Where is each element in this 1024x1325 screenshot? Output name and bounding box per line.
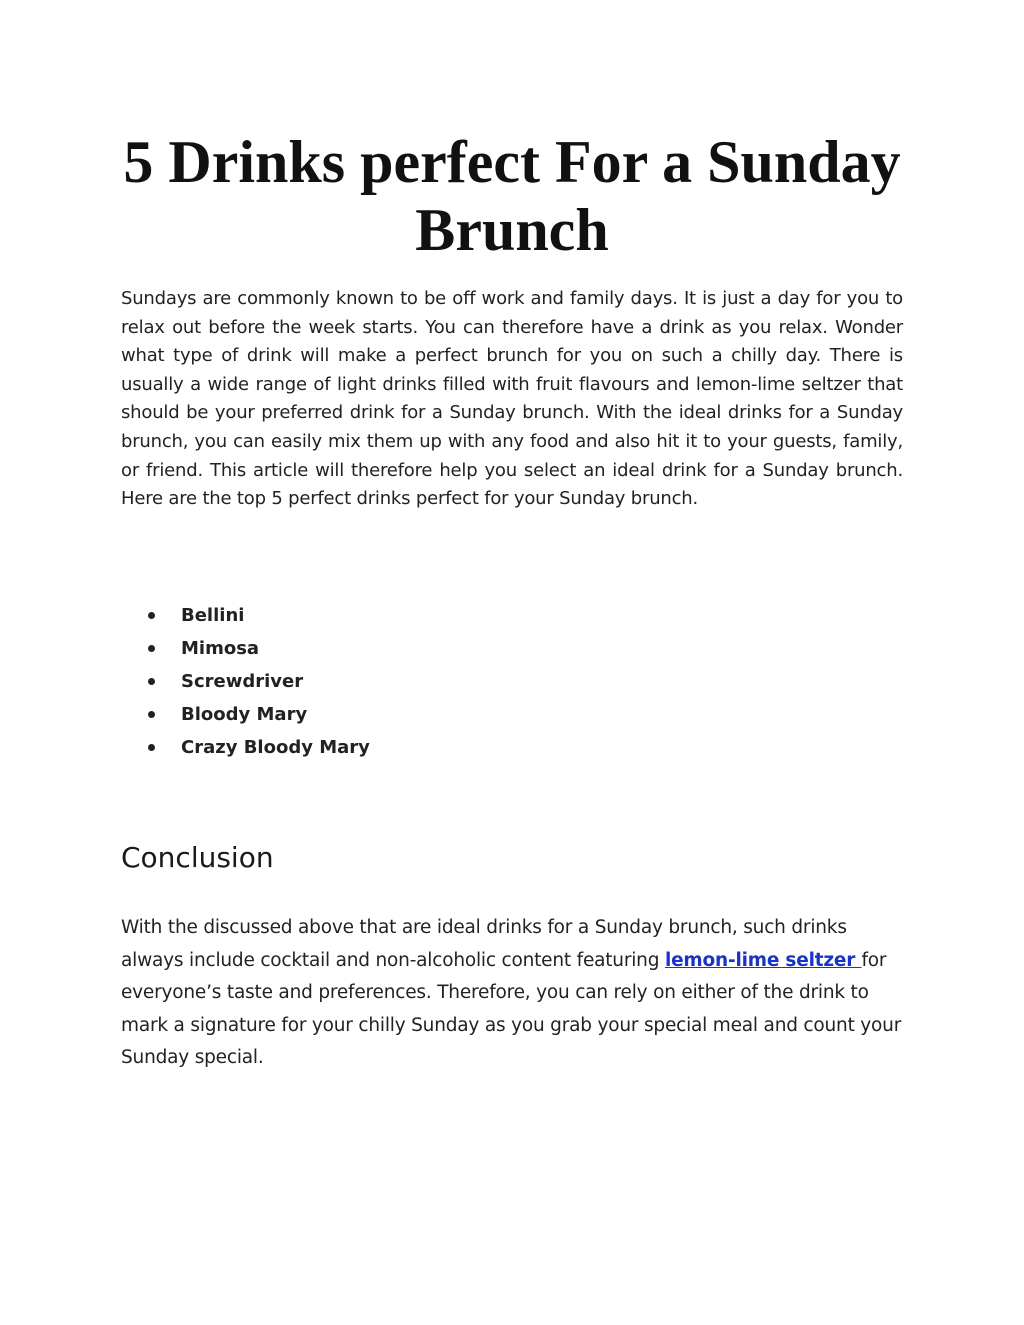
conclusion-text-end: for everyone’s taste and preferences. Therefore, you can rely on either of the drink to mark a signature for your chilly Sunday as you grab your special meal and count your Sunday special. [121, 949, 902, 1068]
drink-name: Screwdriver [181, 671, 304, 692]
conclusion-text-start: With the discussed above that are ideal drinks for a Sunday brunch, such drinks always include cocktail and non-alcoholic content featuring [121, 917, 847, 971]
list-item [121, 731, 370, 764]
bullet-icon [148, 612, 155, 619]
drink-name: Bloody Mary [181, 704, 308, 725]
bullet-icon [148, 744, 155, 751]
bullet-icon [148, 645, 155, 652]
drink-name: Crazy Bloody Mary [181, 737, 370, 758]
intro-paragraph: Sundays are commonly known to be off work and family days. It is just a day for you to relax out before the week starts. You can therefore have a drink as you relax. Wonder what type of drink will make a perfect brunch for you on such a chilly day. There is usually a wide range of light drinks filled with fruit flavours and lemon-lime seltzer that should be your preferred drink for a Sunday brunch. With the ideal drinks for a Sunday brunch, you can easily mix them up with any food and also hit it to your guests, family, or friend. This article will therefore help you select an ideal drink for a Sunday brunch. Here are the top 5 perfect drinks perfect for your Sunday brunch. [121, 288, 903, 510]
list-item [121, 665, 370, 698]
page-title: 5 Drinks perfect For a Sunday Brunch [123, 129, 901, 263]
list-item [121, 599, 370, 632]
bullet-icon [148, 711, 155, 718]
conclusion-paragraph [121, 912, 911, 1075]
drink-name: Mimosa [181, 638, 260, 659]
drink-list [121, 599, 370, 764]
list-item [121, 632, 370, 665]
list-item [121, 698, 370, 731]
drink-name: Bellini [181, 605, 245, 626]
lemon-lime-seltzer-link[interactable]: lemon-lime seltzer [664, 949, 862, 971]
bullet-icon [148, 678, 155, 685]
conclusion-heading: Conclusion [121, 841, 274, 874]
